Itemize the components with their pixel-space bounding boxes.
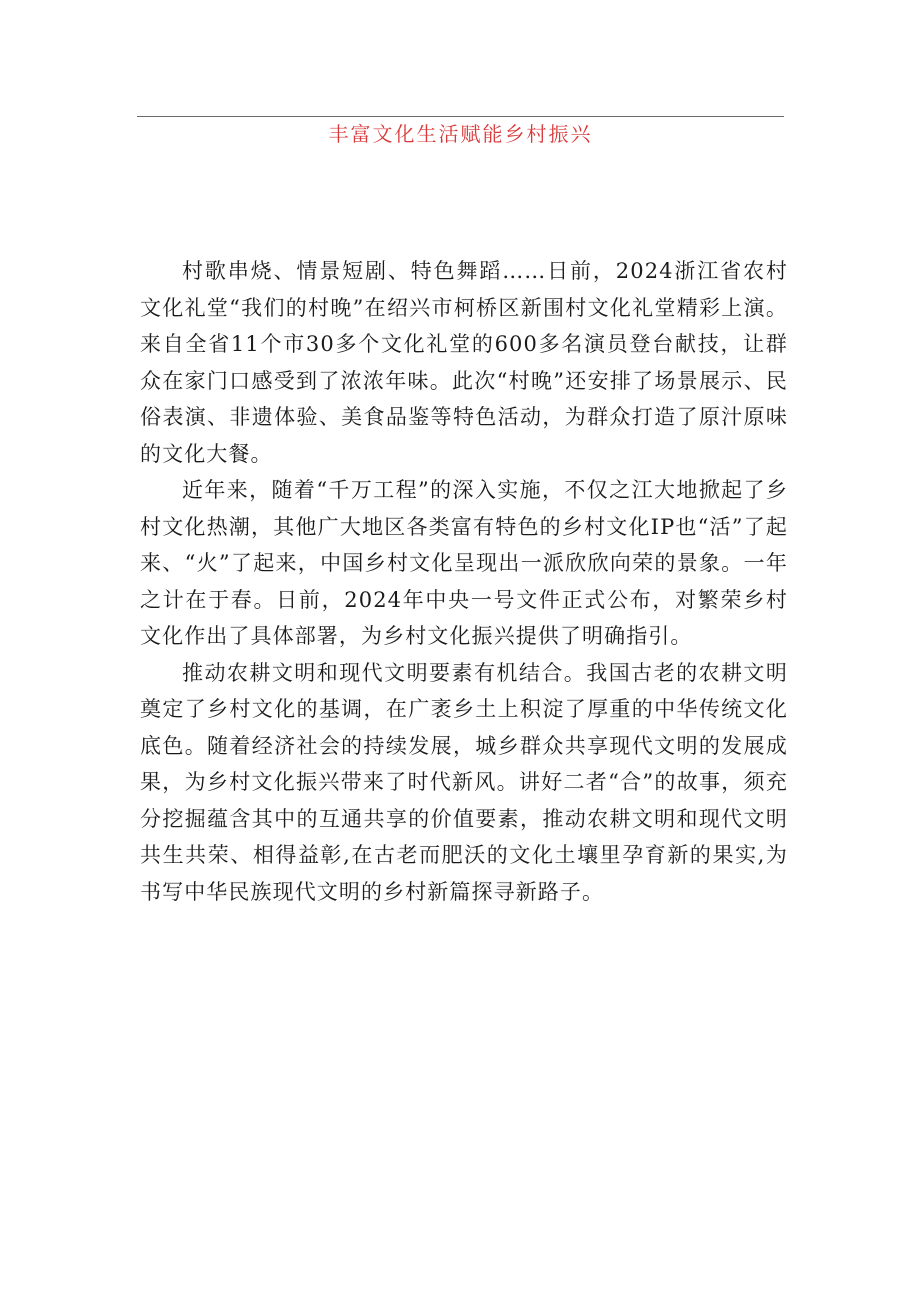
document-title: 丰富文化生活赋能乡村振兴 <box>328 122 593 146</box>
header-rule <box>137 116 784 117</box>
paragraph-3: 推动农耕文明和现代文明要素有机结合。我国古老的农耕文明奠定了乡村文化的基调，在广袤乡土上积淀了厚重的中华传统文化底色。随着经济社会的持续发展，城乡群众共享现代文明的发展成果，为乡村文化振兴带来了时代新风。讲好二者“合”的故事，须充分挖掘蕴含其中的互通共享的价值要素，推动农耕文明和现代文明共生共荣、相得益彰,在古老而肥沃的文化土壤里孕育新的果实,为书写中华民族现代文明的乡村新篇探寻新路子。 <box>140 660 788 904</box>
document-body <box>140 253 788 910</box>
paragraph-2: 近年来，随着“千万工程”的深入实施，不仅之江大地掀起了乡村文化热潮，其他广大地区各类富有特色的乡村文化IP也“活”了起来、“火”了起来，中国乡村文化呈现出一派欣欣向荣的景象。一年之计在于春。日前，2024年中央一号文件正式公布，对繁荣乡村文化作出了具体部署，为乡村文化振兴提供了明确指引。 <box>140 478 788 648</box>
paragraph-1: 村歌串烧、情景短剧、特色舞蹈……日前，2024浙江省农村文化礼堂“我们的村晚”在绍兴市柯桥区新围村文化礼堂精彩上演。来自全省11个市30多个文化礼堂的600多名演员登台献技，让群众在家门口感受到了浓浓年味。此次“村晚”还安排了场景展示、民俗表演、非遗体验、美食品鉴等特色活动，为群众打造了原汁原味的文化大餐。 <box>140 259 788 466</box>
